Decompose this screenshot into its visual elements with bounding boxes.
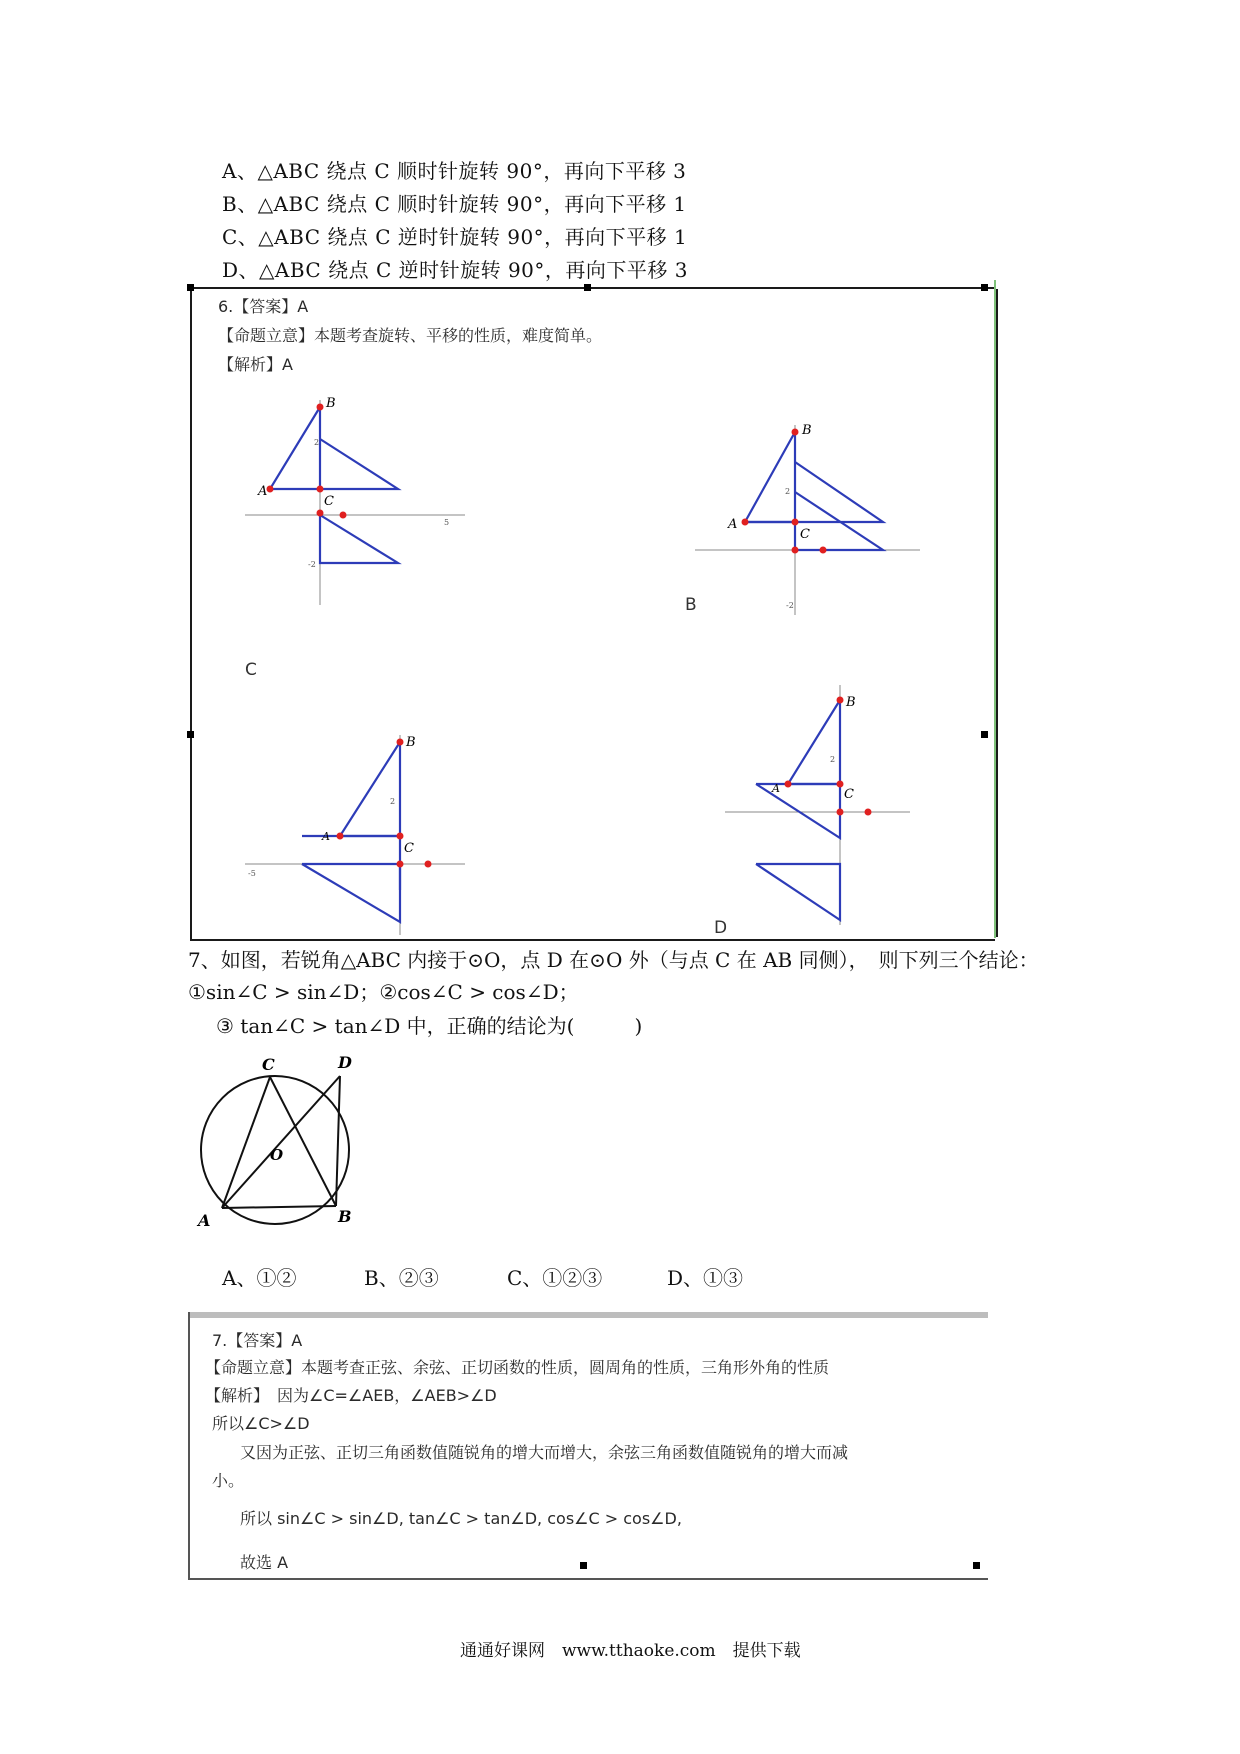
- label-b: B: [846, 695, 856, 710]
- q6-intent-line: 【命题立意】本题考查旋转、平移的性质，难度简单。: [218, 326, 603, 345]
- q6-figure-a: [240, 395, 480, 610]
- q7-explain-5: 故选 A: [240, 1553, 289, 1572]
- original-triangle: [745, 432, 795, 522]
- q7-explain-3: 小。: [212, 1471, 245, 1490]
- tick-label: 5: [444, 518, 450, 527]
- label-o: O: [270, 1146, 284, 1164]
- point-c: [397, 833, 404, 840]
- tick-label: 2: [390, 797, 396, 806]
- resize-handle: [981, 731, 988, 738]
- q7-explain-2: 又因为正弦、正切三角函数值随锐角的增大而增大，余弦三角函数值随锐角的增大而减: [240, 1443, 849, 1462]
- q7-stem: 7、如图，若锐角△ABC 内接于⊙O，点 D 在⊙O 外（与点 C 在 AB 同侧）， 则下列三个结论：: [188, 948, 1039, 972]
- q6-option-c: C、△ABC 绕点 C 逆时针旋转 90°，再向下平移 1: [222, 225, 688, 249]
- label-b: B: [338, 1207, 352, 1226]
- original-triangle: [270, 407, 320, 489]
- page-footer: 通通好课网 www.tthaoke.com 提供下载: [460, 1641, 801, 1661]
- q7-option-b: B、②③: [364, 1266, 439, 1290]
- point-c: [317, 486, 324, 493]
- translated-triangle: [756, 864, 840, 920]
- point-b: [837, 697, 844, 704]
- label-a: A: [322, 830, 330, 843]
- label-a: A: [772, 782, 780, 795]
- point: [837, 809, 844, 816]
- tick-label: -5: [248, 869, 256, 878]
- point-a: [785, 781, 792, 788]
- point: [397, 861, 404, 868]
- rotated-triangle: [745, 462, 883, 522]
- point-c: [792, 519, 799, 526]
- resize-handle: [187, 731, 194, 738]
- q6-figure-c: [240, 730, 470, 940]
- q7-figure: [190, 1050, 370, 1230]
- rotated-triangle: [756, 784, 840, 838]
- box-right-border: [996, 289, 998, 937]
- original-triangle: [788, 700, 840, 784]
- point-b: [317, 404, 324, 411]
- label-a: A: [728, 517, 738, 532]
- q6-figure-d: [720, 680, 920, 930]
- label-c: C: [262, 1055, 275, 1074]
- point: [317, 510, 324, 517]
- translated-triangle: [302, 864, 400, 922]
- resize-handle: [580, 1562, 587, 1569]
- translated-triangle: [320, 515, 398, 563]
- tick-label: -2: [308, 560, 316, 569]
- resize-handle: [584, 284, 591, 291]
- segment-ab: [222, 1206, 336, 1208]
- q7-option-a: A、①②: [222, 1266, 297, 1290]
- q7-intent-line: 【命题立意】本题考查正弦、余弦、正切函数的性质，圆周角的性质，三角形外角的性质: [205, 1358, 830, 1377]
- q7-explain-1: 所以∠C>∠D: [212, 1414, 310, 1433]
- q7-explain-4: 所以 sin∠C > sin∠D, tan∠C > tan∠D, cos∠C > cos∠D,: [240, 1509, 682, 1528]
- q6-option-a: A、△ABC 绕点 C 顺时针旋转 90°，再向下平移 3: [222, 159, 687, 183]
- resize-handle: [973, 1562, 980, 1569]
- point-a: [337, 833, 344, 840]
- panel-label-d: D: [714, 918, 728, 938]
- tick-label: 2: [785, 487, 791, 496]
- point: [340, 512, 347, 519]
- tick-label: -2: [786, 601, 794, 610]
- label-a: A: [198, 1211, 211, 1230]
- point-a: [742, 519, 749, 526]
- q7-answer-line: 7.【答案】A: [212, 1331, 303, 1350]
- label-a: A: [258, 484, 268, 499]
- tick-label: 2: [314, 438, 320, 447]
- q7-option-d: D、①③: [667, 1266, 744, 1290]
- q7-option-c: C、①②③: [507, 1266, 603, 1290]
- label-d: D: [338, 1053, 352, 1072]
- panel-label-c: C: [245, 660, 257, 680]
- q6-figure-b: [690, 420, 930, 620]
- label-b: B: [406, 735, 416, 750]
- q7-line-2: ①sin∠C > sin∠D；②cos∠C > cos∠D；: [188, 980, 579, 1004]
- point-c: [837, 781, 844, 788]
- label-b: B: [326, 396, 336, 411]
- q6-option-b: B、△ABC 绕点 C 顺时针旋转 90°，再向下平移 1: [222, 192, 687, 216]
- rotated-triangle: [320, 439, 398, 489]
- point: [820, 547, 827, 554]
- label-b: B: [802, 423, 812, 438]
- label-c: C: [800, 527, 810, 542]
- label-c: C: [844, 787, 854, 802]
- resize-handle: [981, 284, 988, 291]
- q6-answer-line: 6.【答案】A: [218, 297, 309, 316]
- point: [425, 861, 432, 868]
- original-triangle: [340, 742, 400, 836]
- q6-option-d: D、△ABC 绕点 C 逆时针旋转 90°，再向下平移 3: [222, 258, 688, 282]
- point-b: [397, 739, 404, 746]
- segment-ac: [222, 1077, 270, 1208]
- q7-analysis-line: 【解析】 因为∠C=∠AEB，∠AEB>∠D: [205, 1386, 497, 1405]
- green-edge-line: [994, 280, 996, 938]
- q7-line-3: ③ tan∠C > tan∠D 中，正确的结论为( ): [216, 1014, 643, 1038]
- resize-handle: [187, 284, 194, 291]
- label-c: C: [324, 494, 334, 509]
- tick-label: 2: [830, 755, 836, 764]
- q6-analysis-line: 【解析】A: [218, 355, 293, 374]
- point: [865, 809, 872, 816]
- segment-ad: [222, 1076, 340, 1208]
- point-b: [792, 429, 799, 436]
- point: [792, 547, 799, 554]
- panel-label-b: B: [685, 595, 697, 615]
- point-a: [267, 486, 274, 493]
- label-c: C: [404, 841, 414, 856]
- box-top-bar: [190, 1312, 988, 1318]
